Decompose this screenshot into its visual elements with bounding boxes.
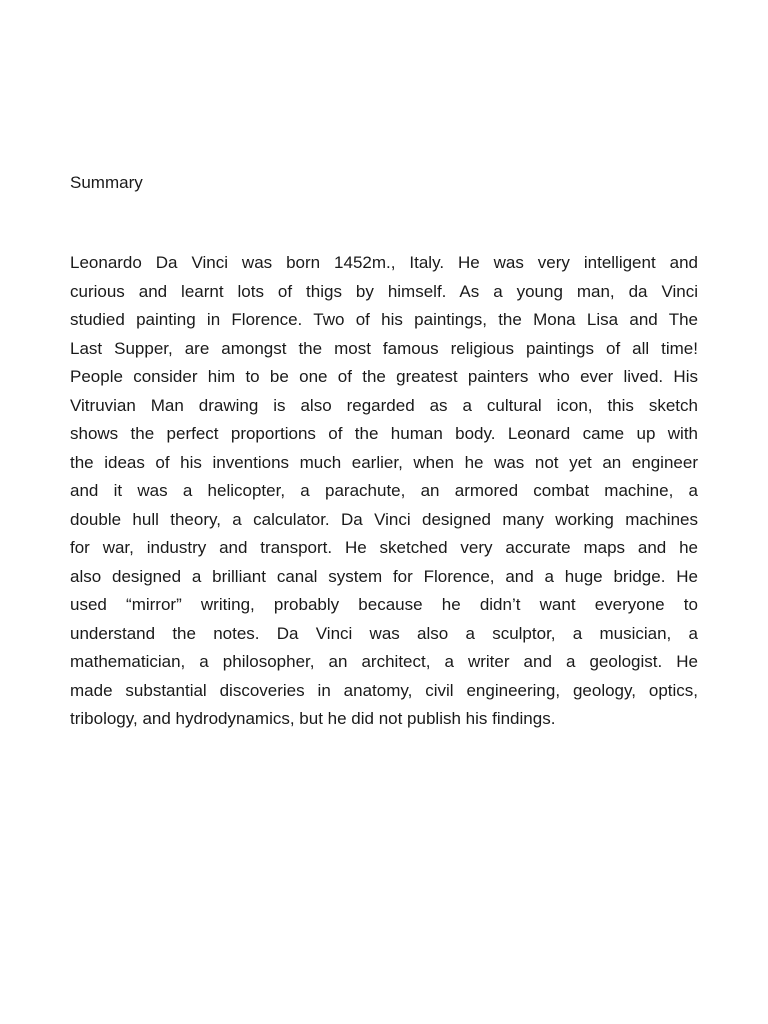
paragraph-line: understand the notes. Da Vinci was also a sculptor, a musician, a xyxy=(70,623,698,643)
paragraph-line: Leonardo Da Vinci was born 1452m., Italy. He was very intelligent and xyxy=(70,253,698,272)
page-title: Summary xyxy=(70,173,143,192)
summary-paragraph xyxy=(70,249,698,734)
paragraph-line: and it was a helicopter, a parachute, an armored combat machine, a xyxy=(70,481,698,500)
paragraph-line: tribology, and hydrodynamics, but he did not publish his findings. xyxy=(70,709,556,728)
paragraph-line: Vitruvian Man drawing is also regarded as a cultural icon, this sketch xyxy=(70,395,698,415)
paragraph-line: double hull theory, a calculator. Da Vinci designed many working machines xyxy=(70,509,698,529)
paragraph-line: for war, industry and transport. He sketched very accurate maps and he xyxy=(70,538,698,557)
paragraph-line: curious and learnt lots of thigs by himself. As a young man, da Vinci xyxy=(70,281,698,301)
paragraph-line: mathematician, a philosopher, an architect, a writer and a geologist. He xyxy=(70,652,698,671)
paragraph-line: the ideas of his inventions much earlier, when he was not yet an engineer xyxy=(70,452,698,472)
paragraph-line: shows the perfect proportions of the human body. Leonard came up with xyxy=(70,424,698,443)
paragraph-line: People consider him to be one of the greatest painters who ever lived. His xyxy=(70,367,698,386)
paragraph-line: made substantial discoveries in anatomy, civil engineering, geology, optics, xyxy=(70,680,698,700)
paragraph-line: studied painting in Florence. Two of his paintings, the Mona Lisa and The xyxy=(70,310,698,329)
paragraph-line: used “mirror” writing, probably because he didn’t want everyone to xyxy=(70,595,698,614)
paragraph-line: Last Supper, are amongst the most famous religious paintings of all time! xyxy=(70,338,698,358)
paragraph-line: also designed a brilliant canal system for Florence, and a huge bridge. He xyxy=(70,566,698,586)
